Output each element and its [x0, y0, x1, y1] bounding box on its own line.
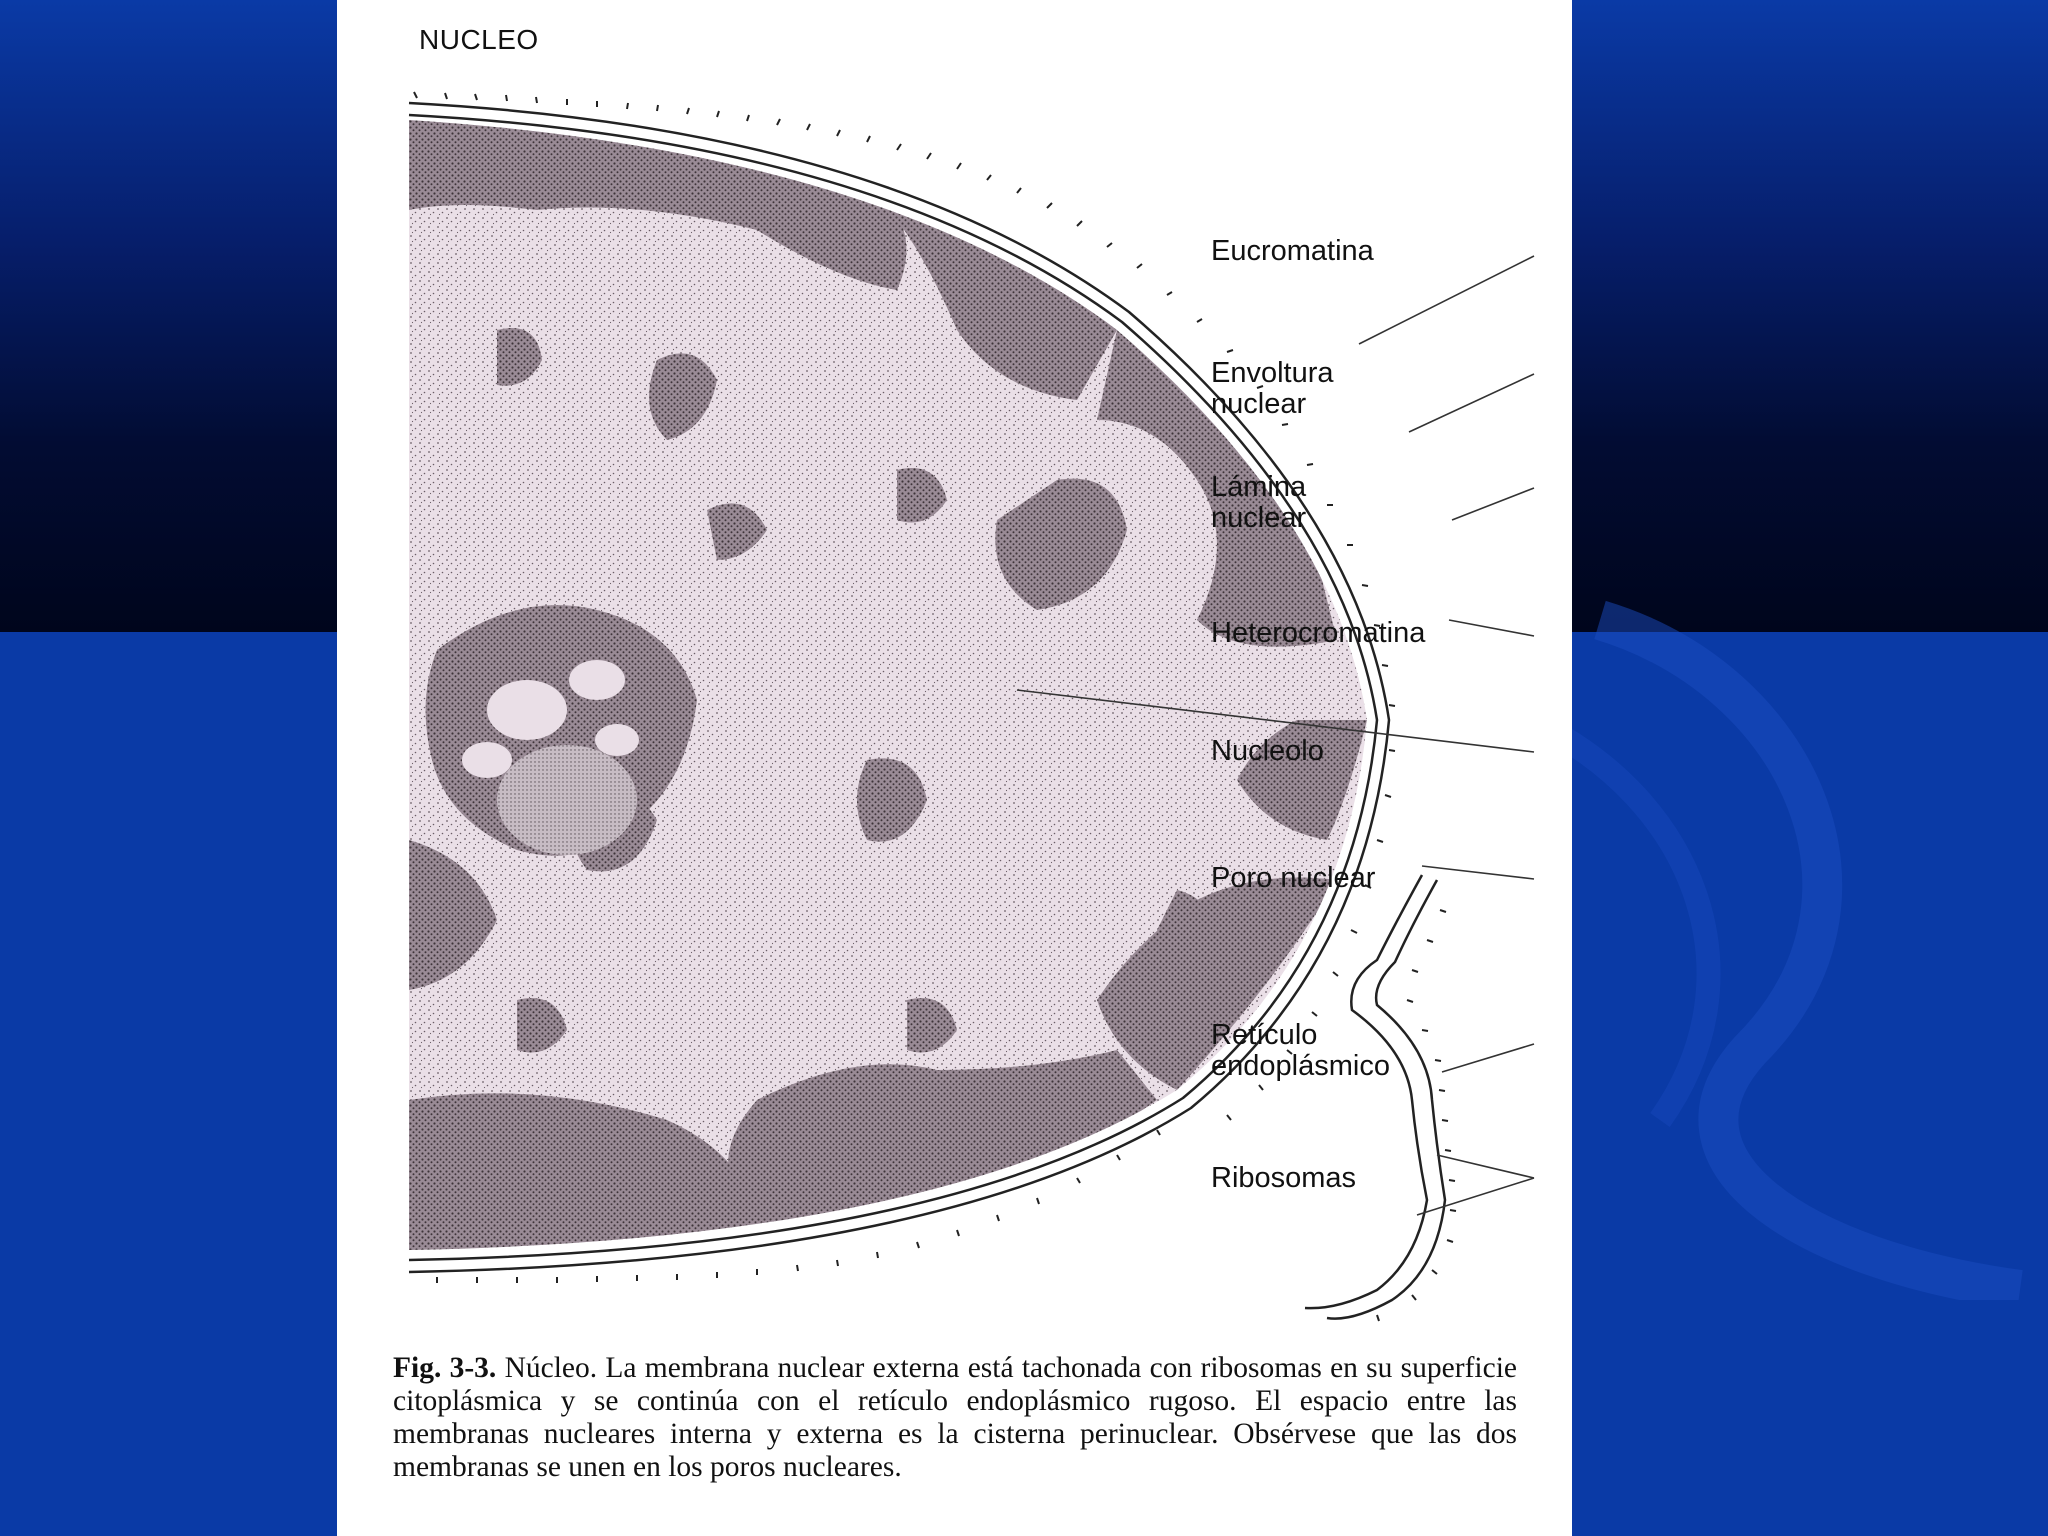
figure-caption — [393, 1352, 1517, 1484]
slide-panel — [337, 0, 1572, 1536]
nucleus-diagram — [337, 0, 1572, 1340]
label-nucleolo: Nucleolo — [1211, 735, 1324, 767]
background-swirl — [1500, 600, 2048, 1300]
caption-text: Núcleo. La membrana nuclear externa está tachonada con ribosomas en su superficie citoplásmica y se continúa con el retículo endoplásmico rugoso. El espacio entre las membranas nucleares interna y externa es la cisterna perinuclear. Obsérvese que las dos membranas se unen en los poros nucleares. — [393, 1352, 1517, 1483]
label-poro-nuclear: Poro nuclear — [1211, 862, 1376, 894]
label-eucromatina: Eucromatina — [1211, 235, 1374, 267]
label-envoltura-line2: nuclear — [1211, 388, 1307, 420]
label-reticulo-line1: Retículo — [1211, 1019, 1318, 1051]
label-heterocromatina: Heterocromatina — [1211, 617, 1426, 649]
label-envoltura-line1: Envoltura — [1211, 357, 1334, 389]
figure-title: NUCLEO — [419, 24, 539, 55]
label-ribosomas: Ribosomas — [1211, 1162, 1357, 1194]
label-lamina-line2: nuclear — [1211, 502, 1307, 534]
ribosomes-er — [1377, 910, 1456, 1321]
caption-figure-number: Fig. 3-3. — [393, 1352, 497, 1384]
label-lamina-line1: Lámina — [1211, 471, 1307, 503]
label-reticulo-line2: endoplásmico — [1211, 1050, 1390, 1082]
